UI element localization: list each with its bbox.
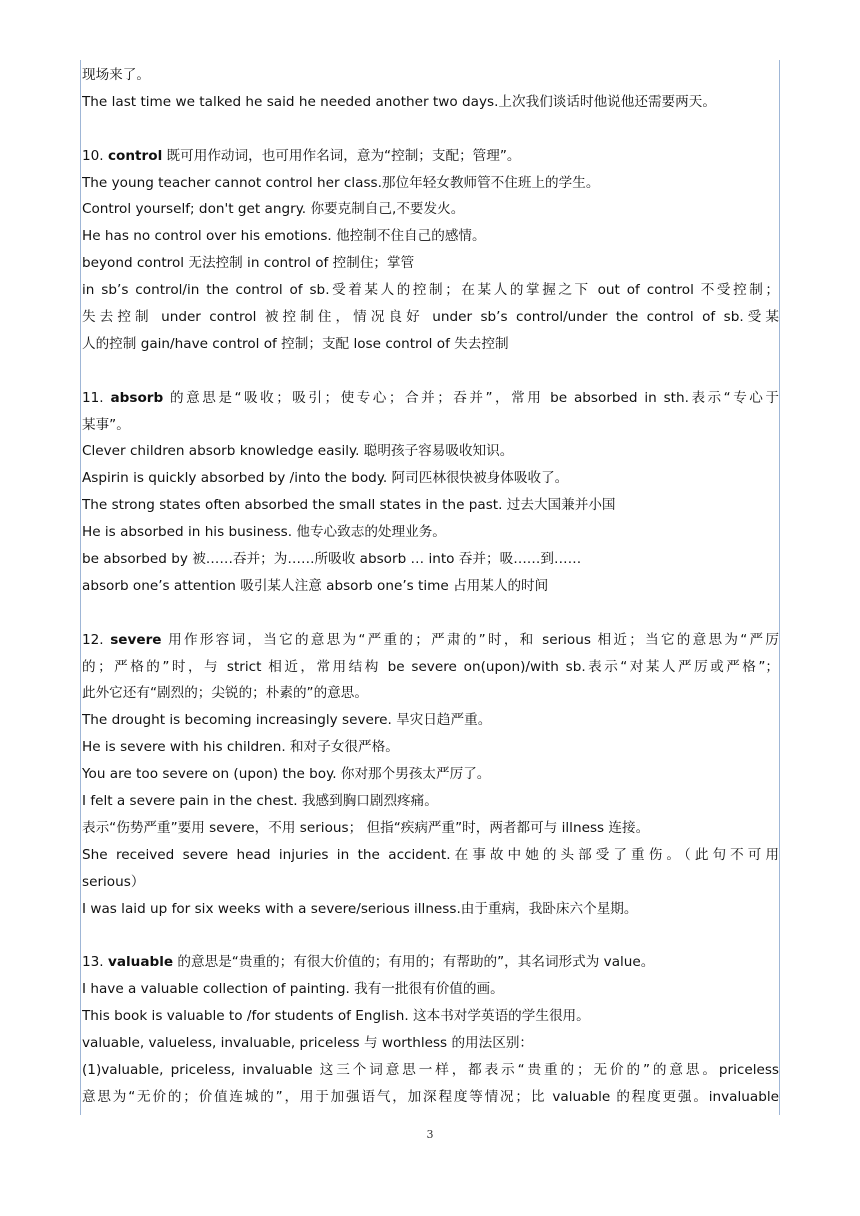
text-line: He is severe with his children. 和对子女很严格。 [82,739,399,756]
entry-number: 10. [82,147,108,164]
page-number: 3 [426,1128,434,1141]
text-line: This book is valuable to /for students of English. 这本书对学英语的学生很用。 [82,1008,590,1025]
text-line: He is absorbed in his business. 他专心致志的处理业务。 [82,524,446,541]
text-line: 现场来了。 [82,67,150,83]
text-line: You are too severe on (upon) the boy. 你对那个男孩太严厉了。 [82,766,491,783]
entry-heading [82,949,779,976]
text-line: 某事”。 [82,416,130,433]
text-line: Control yourself; don't get angry. 你要克制自己,不要发火。 [82,201,465,218]
text-line: The last time we talked he said he needed another two days.上次我们谈话时他说他还需要两天。 [82,93,716,110]
page-frame-right [779,60,780,1115]
entry-keyword: valuable [107,954,174,971]
entry-keyword: severe [110,631,162,648]
entry-definition: 既可用作动词，也可用作名词，意为“控制；支配；管理”。 [162,147,521,164]
entry-number: 11. [82,389,111,406]
entry-definition: 的意思是“吸收；吸引；使专心；合并；吞并”，常用 be absorbed in sth.表示“专心于 [163,389,779,406]
text-line: serious） [82,873,145,890]
page-frame-left [80,60,81,1115]
text-line: I have a valuable collection of painting. 我有一批很有价值的画。 [82,981,504,998]
text-line: be absorbed by 被……吞并；为……所吸收 absorb … into 吞并；吸……到…… [82,551,582,568]
text-line: valuable, valueless, invaluable, priceless 与 worthless 的用法区别： [82,1035,534,1052]
text-line: absorb one’s attention 吸引某人注意 absorb one’s time 占用某人的时间 [82,577,549,594]
entry-heading [82,385,779,412]
text-line: Aspirin is quickly absorbed by /into the body. 阿司匹林很快被身体吸收了。 [82,470,569,487]
blank-line [82,600,779,627]
text-line: 此外它还有“剧烈的；尖锐的；朴素的”的意思。 [82,685,368,702]
entry-number: 12. [82,631,111,648]
blank-line [82,923,779,950]
text-line: 人的控制 gain/have control of 控制；支配 lose control of 失去控制 [82,335,509,352]
text-line: Clever children absorb knowledge easily. 聪明孩子容易吸收知识。 [82,443,514,460]
entry-keyword: absorb [110,389,164,406]
text-line: 失去控制 under control 被控制住，情况良好 under sb’s control/under the control of sb.受某 [82,309,779,326]
text-line: The young teacher cannot control her class.那位年轻女教师管不住班上的学生。 [82,174,600,191]
text-line: 的；严格的”时，与 strict 相近，常用结构 be severe on(upon)/with sb.表示“对某人严厉或严格”； [82,658,779,675]
text-line: I felt a severe pain in the chest. 我感到胸口剧烈疼痛。 [82,793,438,810]
text-line: 意思为“无价的；价值连城的”，用于加强语气，加深程度等情况；比 valuable 的程度更强。invaluable [82,1088,779,1105]
text-line: I was laid up for six weeks with a severe/serious illness.由于重病，我卧床六个星期。 [82,900,638,917]
text-line: The strong states often absorbed the small states in the past. 过去大国兼并小国 [82,497,616,514]
entry-keyword: control [107,147,163,164]
text-line: The drought is becoming increasingly severe. 旱灾日趋严重。 [82,712,492,729]
document-body [82,62,779,1111]
entry-heading [82,143,779,170]
entry-number: 13. [82,954,108,971]
text-line: She received severe head injuries in the accident.在事故中她的头部受了重伤。（此句不可用 [82,846,779,863]
text-line: beyond control 无法控制 in control of 控制住；掌管 [82,255,415,272]
entry-definition: 用作形容词，当它的意思为“严重的；严肃的”时，和 serious 相近；当它的意思为“严厉 [161,631,779,648]
entry-heading [82,627,779,654]
blank-line [82,116,779,143]
text-line: (1)valuable, priceless, invaluable 这三个词意思一样，都表示“贵重的；无价的”的意思。priceless [82,1061,779,1078]
text-line: 表示“伤势严重”要用 severe，不用 serious； 但指“疾病严重”时，两者都可与 illness 连接。 [82,819,650,836]
entry-definition: 的意思是“贵重的；有很大价值的；有用的；有帮助的”，其名词形式为 value。 [173,954,655,971]
text-line: He has no control over his emotions. 他控制不住自己的感情。 [82,228,486,245]
text-line: in sb’s control/in the control of sb.受着某人的控制；在某人的掌握之下 out of control 不受控制； [82,282,779,299]
blank-line [82,358,779,385]
